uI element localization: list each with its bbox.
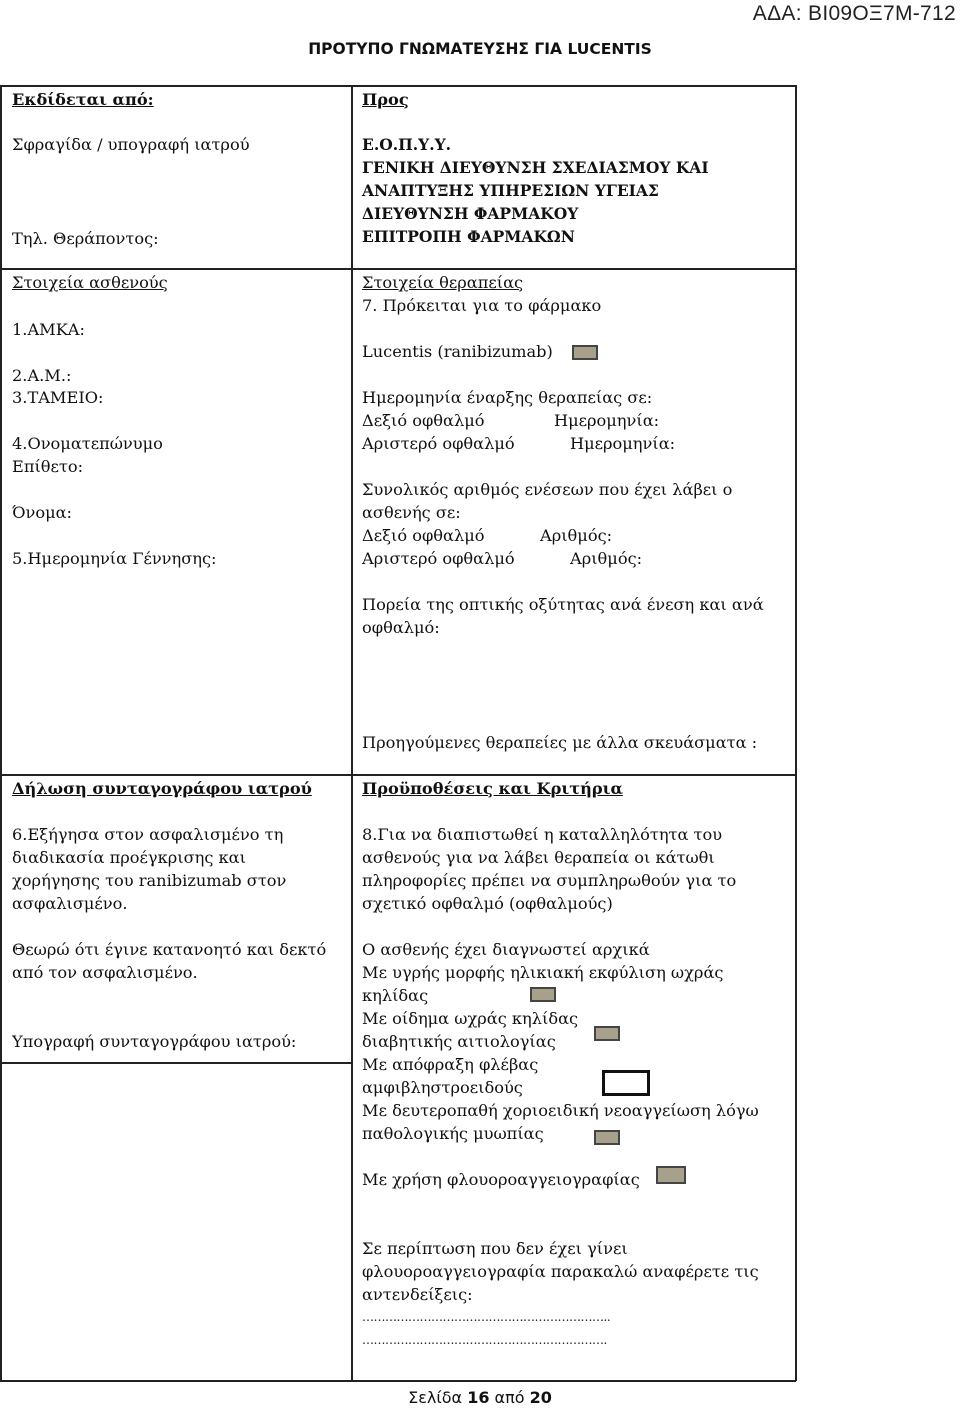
acuity-label-2: οφθαλμό: xyxy=(362,618,440,637)
table-middle-border xyxy=(351,85,353,1381)
declaration-text: Θεωρώ ότι έγινε κατανοητό και δεκτό xyxy=(12,940,327,959)
option-amd-label-2: κηλίδας xyxy=(362,986,429,1005)
page-number xyxy=(0,1388,960,1407)
option-amd-checkbox[interactable] xyxy=(530,987,556,1002)
diagnosis-label: Ο ασθενής έχει διαγνωστεί αρχικά xyxy=(362,940,650,959)
recipient-line: ΑΝΑΠΤΥΞΗΣ ΥΠΗΡΕΣΙΩΝ ΥΓΕΙΑΣ xyxy=(362,181,659,200)
criteria-intro: ασθενούς για να λάβει θεραπεία οι κάτωθι xyxy=(362,848,715,867)
page-total: 20 xyxy=(529,1388,552,1407)
previous-treatments-label: Προηγούμενες θεραπείες με άλλα σκευάσματα : xyxy=(362,733,758,752)
issuer-phone-label: Τηλ. Θεράποντος: xyxy=(12,229,159,248)
option-amd-label: Με υγρής μορφής ηλικιακή εκφύλιση ωχράς xyxy=(362,963,724,982)
left-eye-date-label: Ημερομηνία: xyxy=(570,434,676,453)
total-injections-label-2: ασθενής σε: xyxy=(362,503,461,522)
left-eye-label: Αριστερό οφθαλμό xyxy=(362,434,515,453)
recipient-line: ΔΙΕΥΘΥΝΣΗ ΦΑΡΜΑΚΟΥ xyxy=(362,204,579,223)
table-row-divider-2 xyxy=(0,774,796,776)
left-eye-count-label: Αριστερό οφθαλμό xyxy=(362,549,515,568)
criteria-intro: 8.Για να διαπιστωθεί η καταλληλότητα του xyxy=(362,825,723,844)
acuity-label: Πορεία της οπτικής οξύτητας ανά ένεση και ανά xyxy=(362,595,764,614)
option-rvo-checkbox[interactable] xyxy=(602,1070,650,1096)
contraindications-dots-1[interactable]: ……………………………………………………….. xyxy=(362,1310,611,1324)
fluorescein-checkbox[interactable] xyxy=(656,1166,686,1184)
patient-birth-label: 5.Ημερομηνία Γέννησης: xyxy=(12,549,217,568)
option-dme-checkbox[interactable] xyxy=(594,1026,620,1041)
declaration-heading: Δήλωση συνταγογράφου ιατρού xyxy=(12,779,312,798)
declaration-text: από τον ασφαλισμένο. xyxy=(12,963,198,982)
drug-option-label: Lucentis (ranibizumab) xyxy=(362,342,553,361)
page-current: 16 xyxy=(467,1388,490,1407)
treatment-heading: Στοιχεία θεραπείας xyxy=(362,273,524,292)
table-bottom-border xyxy=(0,1380,796,1382)
option-myopic-cnv-checkbox[interactable] xyxy=(594,1130,620,1145)
contraindications-label-2: φλουοροαγγειογραφία παρακαλώ αναφέρετε τις xyxy=(362,1262,759,1281)
contraindications-label-3: αντενδείξεις: xyxy=(362,1285,473,1304)
drug-question: 7. Πρόκειται για το φάρμακο xyxy=(362,296,602,315)
document-title: ΠΡΟΤΥΠΟ ΓΝΩΜΑΤΕΥΣΗΣ ΓΙΑ LUCENTIS xyxy=(308,40,652,58)
right-eye-number-label: Αριθμός: xyxy=(540,526,613,545)
table-top-border xyxy=(0,85,796,87)
contraindications-dots-2[interactable]: ………………………………………………………. xyxy=(362,1333,607,1347)
table-row-divider-3-left xyxy=(0,1062,352,1064)
page-mid: από xyxy=(489,1388,530,1407)
option-dme-label: Με οίδημα ωχράς κηλίδας xyxy=(362,1009,579,1028)
recipient-line: ΓΕΝΙΚΗ ΔΙΕΥΘΥΝΣΗ ΣΧΕΔΙΑΣΜΟΥ ΚΑΙ xyxy=(362,158,709,177)
recipient-line: Ε.Ο.Π.Υ.Υ. xyxy=(362,135,452,154)
right-eye-date-label: Ημερομηνία: xyxy=(554,411,660,430)
recipient-line: ΕΠΙΤΡΟΠΗ ΦΑΡΜΑΚΩΝ xyxy=(362,227,575,246)
option-dme-label-2: διαβητικής αιτιολογίας xyxy=(362,1032,556,1051)
criteria-intro: πληροφορίες πρέπει να συμπληρωθούν για το xyxy=(362,871,737,890)
option-myopic-cnv-label-2: παθολογικής μυωπίας xyxy=(362,1124,544,1143)
ada-code: ΑΔΑ: ΒΙ09ΟΞ7Μ-712 xyxy=(752,2,956,25)
recipient-heading: Προς xyxy=(362,90,409,109)
fluorescein-label: Με χρήση φλουοροαγγειογραφίας xyxy=(362,1170,640,1189)
contraindications-label: Σε περίπτωση που δεν έχει γίνει xyxy=(362,1239,628,1258)
option-rvo-label: Με απόφραξη φλέβας xyxy=(362,1055,539,1074)
option-myopic-cnv-label: Με δευτεροπαθή χοριοειδική νεοαγγείωση λόγω xyxy=(362,1101,759,1120)
right-eye-count-label: Δεξιό οφθαλμό xyxy=(362,526,485,545)
declaration-text: διαδικασία προέγκρισης και xyxy=(12,848,246,867)
drug-option xyxy=(362,340,598,363)
table-row-divider-1 xyxy=(0,268,796,270)
option-rvo-label-2: αμφιβληστροειδούς xyxy=(362,1078,523,1097)
start-date-label: Ημερομηνία έναρξης θεραπείας σε: xyxy=(362,388,653,407)
prescriber-signature-label: Υπογραφή συνταγογράφου ιατρού: xyxy=(12,1032,297,1051)
criteria-heading: Προϋποθέσεις και Κριτήρια xyxy=(362,779,623,798)
declaration-text: χορήγησης του ranibizumab στον xyxy=(12,871,287,890)
patient-fund-label: 3.ΤΑΜΕΙΟ: xyxy=(12,388,104,407)
table-left-border xyxy=(0,85,2,1381)
issuer-stamp-label: Σφραγίδα / υπογραφή ιατρού xyxy=(12,135,250,154)
declaration-text: 6.Εξήγησα στον ασφαλισμένο τη xyxy=(12,825,284,844)
patient-heading: Στοιχεία ασθενούς xyxy=(12,273,168,292)
declaration-text: ασφαλισμένο. xyxy=(12,894,128,913)
patient-am-label: 2.Α.Μ.: xyxy=(12,366,72,385)
left-eye-number-label: Αριθμός: xyxy=(570,549,643,568)
total-injections-label: Συνολικός αριθμός ενέσεων που έχει λάβει ο xyxy=(362,480,733,499)
patient-name-label: Όνομα: xyxy=(12,503,73,522)
page-prefix: Σελίδα xyxy=(408,1388,468,1407)
patient-amka-label: 1.ΑΜΚΑ: xyxy=(12,320,85,339)
patient-surname-label: Επίθετο: xyxy=(12,457,84,476)
lucentis-checkbox[interactable] xyxy=(572,345,598,360)
right-eye-label: Δεξιό οφθαλμό xyxy=(362,411,485,430)
criteria-intro: σχετικό οφθαλμό (οφθαλμούς) xyxy=(362,894,613,913)
table-right-border xyxy=(795,85,797,1381)
patient-fullname-label: 4.Ονοματεπώνυμο xyxy=(12,434,163,453)
issuer-heading: Εκδίδεται από: xyxy=(12,90,154,109)
